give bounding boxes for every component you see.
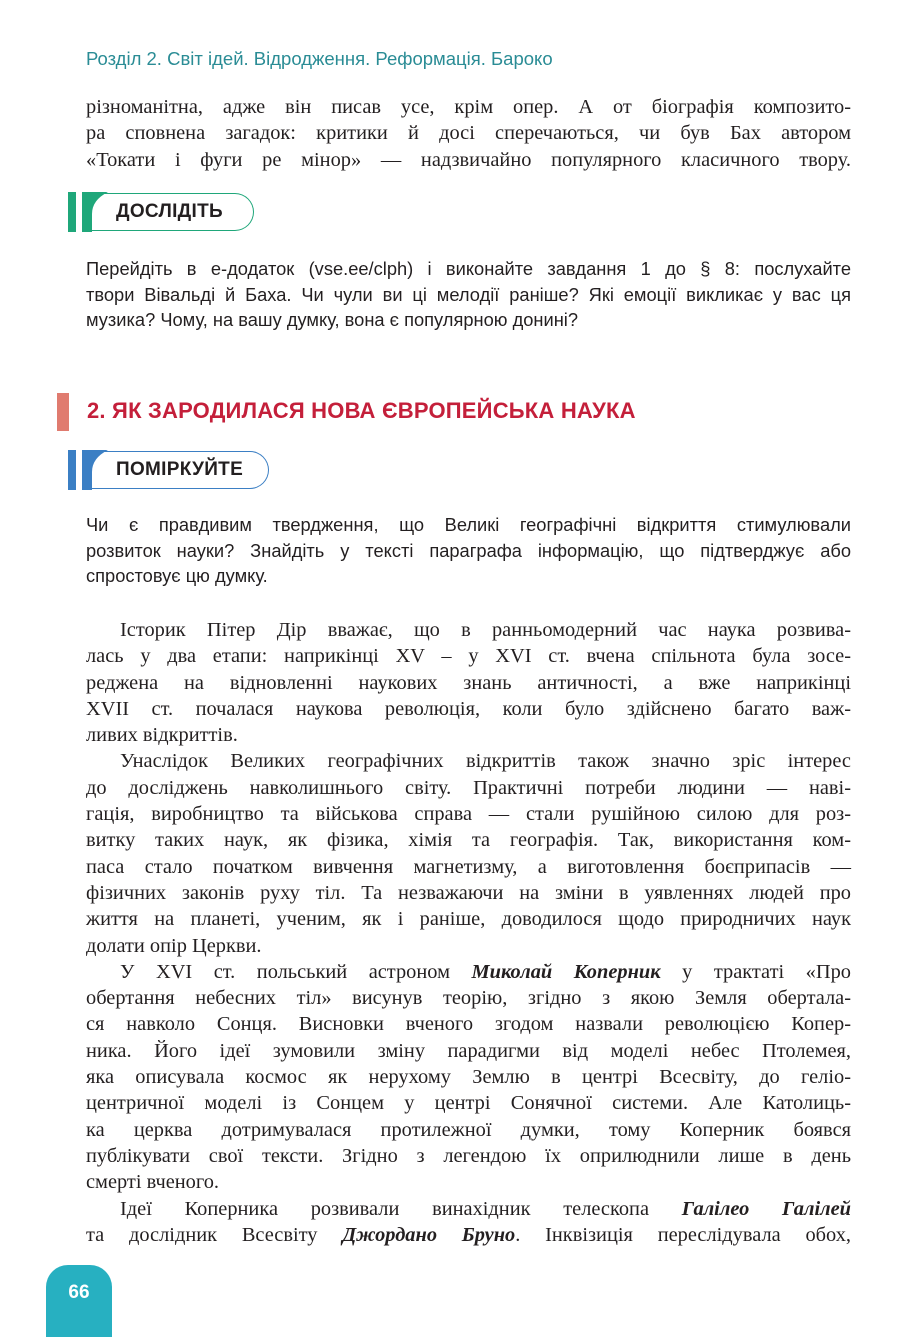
paragraph-4 xyxy=(86,1196,851,1249)
person-name-bruno: Джордано Бруно xyxy=(342,1223,516,1246)
body-line: центричної моделі із Сонцем у центрі Сонячної системи. Але Католиць- xyxy=(86,1092,851,1115)
body-line: до досліджень навколишнього світу. Практичні потреби людини — наві- xyxy=(86,776,851,799)
think-tag-label: ПОМІРКУЙТЕ xyxy=(116,459,244,480)
body-text-run: у трактаті «Про xyxy=(660,960,851,983)
think-task-line: Чи є правдивим твердження, що Великі географічні відкриття стимулювали xyxy=(86,514,851,535)
paragraph-2 xyxy=(86,748,851,958)
person-name-copernicus: Миколай Коперник xyxy=(471,960,661,983)
body-text-run: Ідеї Коперника розвивали винахідник телескопа xyxy=(120,1197,682,1220)
research-task-text xyxy=(86,256,851,333)
research-task-line: Перейдіть в е-додаток (vse.ee/clph) і виконайте завдання 1 до § 8: послухайте xyxy=(86,258,851,279)
body-line: гація, виробництво та військова справа — стали рушійною силою для роз- xyxy=(86,803,851,826)
think-task-line: спростовує цю думку. xyxy=(86,565,268,586)
body-text-run: У XVI ст. польський астроном xyxy=(120,960,472,983)
section-heading-mark xyxy=(57,393,69,431)
body-line: яка описувала космос як нерухому Землю в центрі Всесвіту, до геліо- xyxy=(86,1066,851,1089)
body-line xyxy=(86,1222,851,1248)
body-line: паса стало початком вивчення магнетизму, а виготовлення боєприпасів — xyxy=(86,855,851,878)
body-line: витку таких наук, як фізика, хімія та географія. Так, використання ком- xyxy=(86,829,851,852)
intro-line: різноманітна, адже він писав усе, крім опер. А от біографія композито- xyxy=(86,96,851,118)
think-tag-bar xyxy=(68,450,76,490)
research-tag-bar xyxy=(68,192,76,232)
paragraph-3 xyxy=(86,959,851,1196)
research-task-line: музика? Чому, на вашу думку, вона є популярною донині? xyxy=(86,309,579,330)
body-line: смерті вченого. xyxy=(86,1171,220,1194)
body-line: фізичних законів руху тіл. Та незважаючи на зміни в уявленнях людей про xyxy=(86,881,851,904)
think-tag xyxy=(68,450,273,490)
body-line: Історик Пітер Дір вважає, що в ранньомодерний час наука розвива- xyxy=(120,619,851,641)
running-header: Розділ 2. Світ ідей. Відродження. Реформація. Бароко xyxy=(86,48,553,69)
body-line: ся навколо Сонця. Висновки вченого згодом назвали революцією Копер- xyxy=(86,1013,851,1036)
think-task-text xyxy=(86,512,851,589)
body-line: публікувати свої тексти. Згідно з легендою їх оприлюднили лише в день xyxy=(86,1144,851,1167)
paragraph-1 xyxy=(86,617,851,748)
body-line: ливих відкриттів. xyxy=(86,724,238,747)
intro-line: ра сповнена загадок: критики й досі сперечаються, чи був Бах автором xyxy=(86,122,851,145)
body-line: лась у два етапи: наприкінці XV – у XVI ст. вчена спільнота була зосе- xyxy=(86,645,851,668)
research-tag-swoosh-icon xyxy=(82,192,108,232)
section-heading-text: 2. ЯК ЗАРОДИЛАСЯ НОВА ЄВРОПЕЙСЬКА НАУКА xyxy=(87,398,636,423)
body-line: XVII ст. почалася наукова революція, коли було здійснено багато важ- xyxy=(86,697,851,720)
body-text xyxy=(86,617,851,1248)
body-line: долати опір Церкви. xyxy=(86,934,262,957)
body-line: реджена на відновленні наукових знань античності, а вже наприкінці xyxy=(86,671,851,694)
body-line: ка церква дотримувалася протилежної думки, тому Коперник боявся xyxy=(86,1118,851,1141)
body-text-run: та дослідник Всесвіту xyxy=(86,1223,343,1246)
research-tag-label: ДОСЛІДІТЬ xyxy=(116,201,223,222)
intro-line: «Токати і фуги ре мінор» — надзвичайно популярного класичного твору. xyxy=(86,148,851,171)
research-tag xyxy=(68,192,258,232)
page-number: 66 xyxy=(68,1282,90,1303)
intro-paragraph xyxy=(86,94,851,173)
body-line: Унаслідок Великих географічних відкриттів також значно зріс інтерес xyxy=(120,750,851,773)
think-tag-swoosh-icon xyxy=(82,450,108,490)
body-line: обертання небесних тіл» висунув теорію, згідно з якою Земля обертала- xyxy=(86,987,851,1010)
body-text-run: . Інквізиція переслідувала обох, xyxy=(515,1223,852,1246)
think-task-line: розвиток науки? Знайдіть у тексті параграфа інформацію, що підтверджує або xyxy=(86,539,851,561)
research-task-line: твори Вівальді й Баха. Чи чули ви ці мелодії раніше? Які емоції викликає у вас ця xyxy=(86,283,851,305)
body-line xyxy=(86,959,851,985)
body-line xyxy=(86,1196,851,1222)
person-name-galileo: Галілео Галілей xyxy=(681,1197,851,1220)
body-line: ника. Його ідеї зумовили зміну парадигми від моделі небес Птолемея, xyxy=(86,1039,851,1062)
page-number-tab xyxy=(46,1265,112,1337)
body-line: життя на планеті, ученим, як і раніше, доводилося щодо природничих наук xyxy=(86,908,851,931)
